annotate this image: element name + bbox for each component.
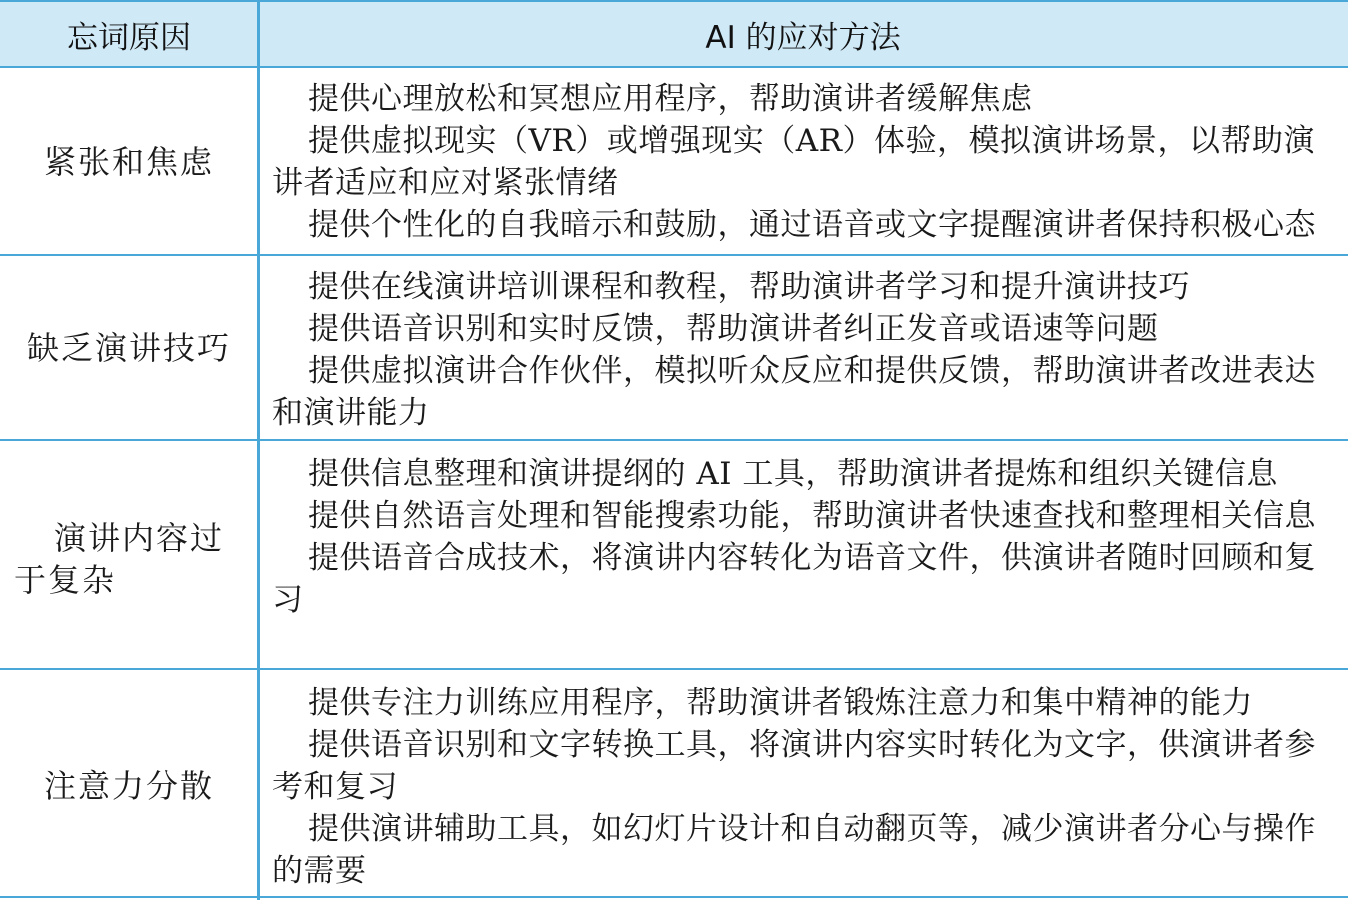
- methods-cell: [272, 453, 1338, 621]
- reason-cell: 紧张和焦虑: [43, 143, 214, 181]
- method-item: 提供虚拟现实（VR）或增强现实（AR）体验，模拟演讲场景，以帮助演讲者适应和应对紧张情绪: [272, 123, 1315, 201]
- header-reason: 忘词原因: [67, 19, 191, 56]
- reason-cell: [14, 517, 246, 601]
- header-methods: AI 的应对方法: [705, 19, 901, 56]
- reason-cell: 注意力分散: [43, 767, 214, 805]
- method-item: 提供信息整理和演讲提纲的 AI 工具，帮助演讲者提炼和组织关键信息: [308, 456, 1278, 492]
- reason-line: 演讲内容过: [54, 519, 225, 557]
- method-item: 提供专注力训练应用程序，帮助演讲者锻炼注意力和集中精神的能力: [308, 685, 1253, 721]
- table-row-skills: [0, 256, 1348, 441]
- method-item: 提供语音识别和实时反馈，帮助演讲者纠正发音或语速等问题: [308, 311, 1159, 347]
- method-item: 提供虚拟演讲合作伙伴，模拟听众反应和提供反馈，帮助演讲者改进表达和演讲能力: [272, 353, 1316, 431]
- reason-cell: 缺乏演讲技巧: [26, 329, 231, 367]
- table-header: [0, 2, 1348, 68]
- column-divider: [257, 2, 260, 900]
- method-item: 提供演讲辅助工具，如幻灯片设计和自动翻页等，减少演讲者分心与操作的需要: [272, 811, 1316, 889]
- table-row-anxiety: [0, 68, 1348, 256]
- methods-cell: [272, 78, 1338, 246]
- table-row-distraction: [0, 670, 1348, 898]
- method-item: 提供语音识别和文字转换工具，将演讲内容实时转化为文字，供演讲者参考和复习: [272, 727, 1316, 805]
- table-row-complex: [0, 441, 1348, 670]
- method-item: 提供自然语言处理和智能搜索功能，帮助演讲者快速查找和整理相关信息: [308, 498, 1316, 534]
- method-item: 提供语音合成技术，将演讲内容转化为语音文件，供演讲者随时回顾和复习: [272, 540, 1316, 618]
- methods-cell: [272, 682, 1338, 892]
- methods-cell: [272, 266, 1338, 434]
- reason-line: 于复杂: [14, 561, 117, 599]
- method-item: 提供心理放松和冥想应用程序，帮助演讲者缓解焦虑: [308, 81, 1033, 117]
- method-item: 提供个性化的自我暗示和鼓励，通过语音或文字提醒演讲者保持积极心态: [308, 207, 1316, 243]
- method-item: 提供在线演讲培训课程和教程，帮助演讲者学习和提升演讲技巧: [308, 269, 1190, 305]
